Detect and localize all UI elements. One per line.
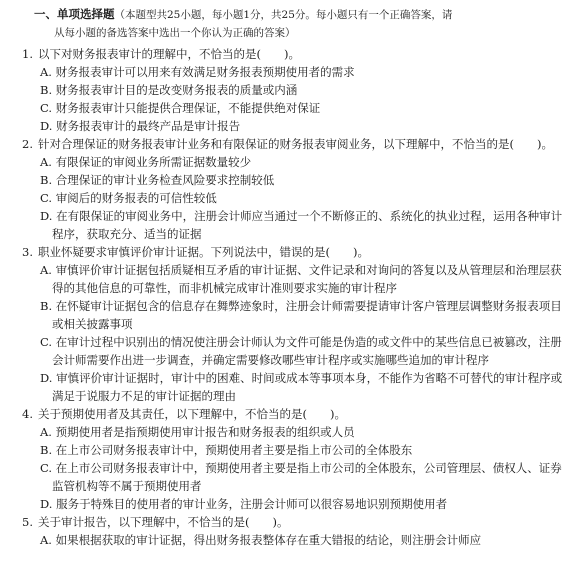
question-1 — [22, 45, 563, 135]
answer-option: C. 在上市公司财务报表审计中，预期使用者主要是指上市公司的全体股东，公司管理层、债权人、证券监管机构等不属于预期使用者 — [40, 461, 562, 493]
question-text: 职业怀疑要求审慎评价审计证据。下列说法中，错误的是( )。 — [38, 245, 369, 259]
question-number: 3. — [22, 245, 33, 259]
question-4 — [22, 405, 563, 513]
question-text: 针对合理保证的财务报表审计业务和有限保证的财务报表审阅业务，以下理解中，不恰当的是( )。 — [38, 137, 553, 151]
question-number: 5. — [22, 515, 33, 529]
question-2 — [22, 135, 563, 243]
answer-option: C. 审阅后的财务报表的可信性较低 — [40, 191, 217, 205]
question-number: 4. — [22, 407, 33, 421]
question-number: 1. — [22, 47, 33, 61]
answer-option: C. 财务报表审计只能提供合理保证，不能提供绝对保证 — [40, 101, 321, 115]
answer-option: B. 合理保证的审计业务检查风险要求控制较低 — [40, 173, 275, 187]
answer-option: A. 预期使用者是指预期使用审计报告和财务报表的组织或人员 — [40, 425, 355, 439]
answer-option: C. 在审计过程中识别出的情况使注册会计师认为文件可能是伪造的或文件中的某些信息已被篡改，注册会计师需要作出进一步调查，并确定需要修改哪些审计程序或实施哪些追加的审计程序 — [40, 335, 562, 367]
question-text: 关于预期使用者及其责任，以下理解中，不恰当的是( )。 — [38, 407, 346, 421]
section-description: （本题型共25小题，每小题1分，共25分。每小题只有一个正确答案，请 — [114, 9, 453, 21]
question-text: 以下对财务报表审计的理解中，不恰当的是( )。 — [38, 47, 300, 61]
answer-option: D. 在有限保证的审阅业务中，注册会计师应当通过一个不断修正的、系统化的执业过程，运用各种审计程序，获取充分、适当的证据 — [40, 209, 563, 241]
question-text: 关于审计报告，以下理解中，不恰当的是( )。 — [38, 515, 289, 529]
question-stem — [22, 513, 563, 531]
question-5 — [22, 513, 563, 549]
question-list — [22, 45, 563, 549]
answer-option: A. 有限保证的审阅业务所需证据数量较少 — [40, 155, 252, 169]
section-title: 一、单项选择题 — [34, 7, 115, 21]
answer-option: A. 财务报表审计可以用来有效满足财务报表预期使用者的需求 — [40, 65, 355, 79]
question-3 — [22, 243, 563, 405]
question-stem — [22, 45, 563, 63]
section-description-continued: 从每小题的备选答案中选出一个你认为正确的答案） — [54, 27, 296, 39]
answer-option: A. 如果根据获取的审计证据，得出财务报表整体存在重大错报的结论，则注册会计师应 — [40, 533, 482, 547]
answer-option: B. 财务报表审计目的是改变财务报表的质量或内涵 — [40, 83, 298, 97]
section-heading — [34, 5, 563, 24]
question-stem — [22, 243, 563, 261]
answer-option: B. 在怀疑审计证据包含的信息存在舞弊迹象时，注册会计师需要提请审计客户管理层调整财务报表项目或相关披露事项 — [40, 299, 562, 331]
answer-option: A. 审慎评价审计证据包括质疑相互矛盾的审计证据、文件记录和对询问的答复以及从管理层和治理层获得的其他信息的可靠性，而非机械完成审计准则要求实施的审计程序 — [40, 263, 562, 295]
question-stem — [22, 135, 563, 153]
question-number: 2. — [22, 137, 33, 151]
answer-option: D. 审慎评价审计证据时，审计中的困难、时间或成本等事项本身，不能作为省略不可替代的审计程序或满足于说服力不足的审计证据的理由 — [40, 371, 563, 403]
question-stem — [22, 405, 563, 423]
answer-option: B. 在上市公司财务报表审计中，预期使用者主要是指上市公司的全体股东 — [40, 443, 413, 457]
answer-option: D. 财务报表审计的最终产品是审计报告 — [40, 119, 241, 133]
answer-option: D. 服务于特殊目的使用者的审计业务，注册会计师可以很容易地识别预期使用者 — [40, 497, 448, 511]
